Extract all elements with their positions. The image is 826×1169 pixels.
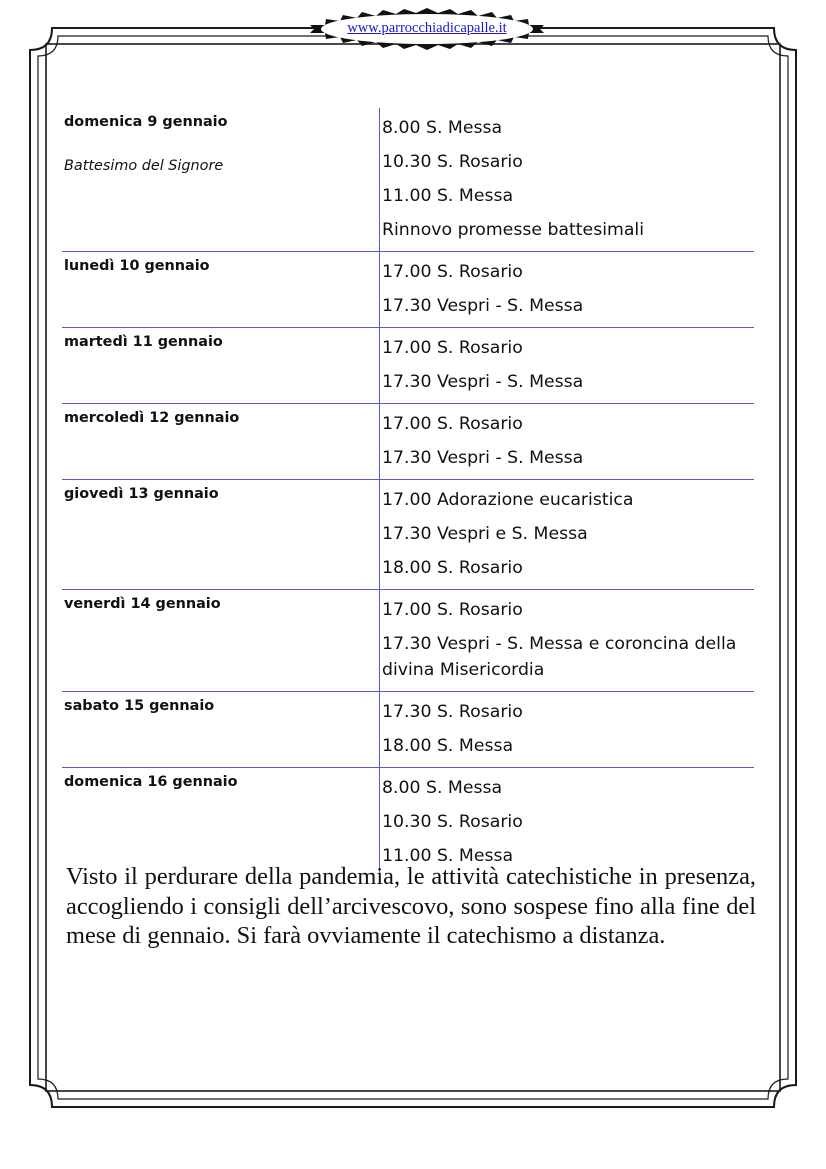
time-entry: 11.00 S. Messa — [382, 186, 514, 206]
time-entry: 17.30 Vespri - S. Messa — [382, 448, 584, 468]
schedule-row — [62, 768, 754, 877]
day-cell — [62, 404, 379, 479]
day-label: giovedì 13 gennaio — [64, 486, 219, 502]
schedule-row — [62, 252, 754, 328]
time-entry: 10.30 S. Rosario — [382, 152, 523, 172]
times-cell — [379, 590, 754, 691]
day-label: sabato 15 gennaio — [64, 698, 215, 714]
times-cell — [379, 692, 754, 767]
time-entry: 17.30 Vespri - S. Messa — [382, 296, 584, 316]
day-label: lunedì 10 gennaio — [64, 258, 210, 274]
notice-paragraph: Visto il perdurare della pandemia, le attività catechistiche in presenza, accogliendo i consigli dell’arcivescovo, sono sospese fino alla fine del mese di gennaio. Si farà ovviamente il catechismo a distanza. — [66, 863, 756, 949]
schedule-row — [62, 692, 754, 768]
day-label: mercoledì 12 gennaio — [64, 410, 240, 426]
times-cell — [379, 108, 754, 251]
time-entry: 11.00 S. Messa — [382, 846, 514, 866]
time-entry: 17.30 Vespri - S. Messa e coroncina della divina Misericordia — [382, 634, 737, 680]
day-subtitle: Battesimo del Signore — [64, 158, 224, 174]
times-cell — [379, 404, 754, 479]
times-cell — [379, 252, 754, 327]
schedule-row — [62, 328, 754, 404]
day-cell — [62, 252, 379, 327]
time-entry: 17.30 S. Rosario — [382, 702, 523, 722]
time-entry: 17.00 S. Rosario — [382, 414, 523, 434]
time-entry: 18.00 S. Messa — [382, 736, 514, 756]
day-cell — [62, 590, 379, 691]
day-label: domenica 9 gennaio — [64, 114, 228, 130]
day-cell — [62, 328, 379, 403]
day-cell — [62, 480, 379, 589]
day-label: domenica 16 gennaio — [64, 774, 238, 790]
schedule-row — [62, 404, 754, 480]
times-cell — [379, 768, 754, 877]
time-entry: 8.00 S. Messa — [382, 778, 503, 798]
times-cell — [379, 328, 754, 403]
time-entry: 17.30 Vespri e S. Messa — [382, 524, 588, 544]
time-entry: 17.00 S. Rosario — [382, 600, 523, 620]
time-entry: 17.00 S. Rosario — [382, 338, 523, 358]
time-entry: 17.00 S. Rosario — [382, 262, 523, 282]
times-cell — [379, 480, 754, 589]
time-entry: 18.00 S. Rosario — [382, 558, 523, 578]
schedule-row — [62, 108, 754, 252]
schedule-row — [62, 590, 754, 692]
day-label: venerdì 14 gennaio — [64, 596, 221, 612]
time-entry: Rinnovo promesse battesimali — [382, 220, 645, 240]
time-entry: 17.30 Vespri - S. Messa — [382, 372, 584, 392]
schedule-row — [62, 480, 754, 590]
website-link[interactable]: www.parrocchiadicapalle.it — [347, 20, 507, 36]
schedule-table — [62, 108, 754, 877]
time-entry: 17.00 Adorazione eucaristica — [382, 490, 634, 510]
time-entry: 8.00 S. Messa — [382, 118, 503, 138]
day-cell — [62, 768, 379, 877]
day-cell — [62, 692, 379, 767]
day-cell — [62, 108, 379, 251]
day-label: martedì 11 gennaio — [64, 334, 223, 350]
time-entry: 10.30 S. Rosario — [382, 812, 523, 832]
